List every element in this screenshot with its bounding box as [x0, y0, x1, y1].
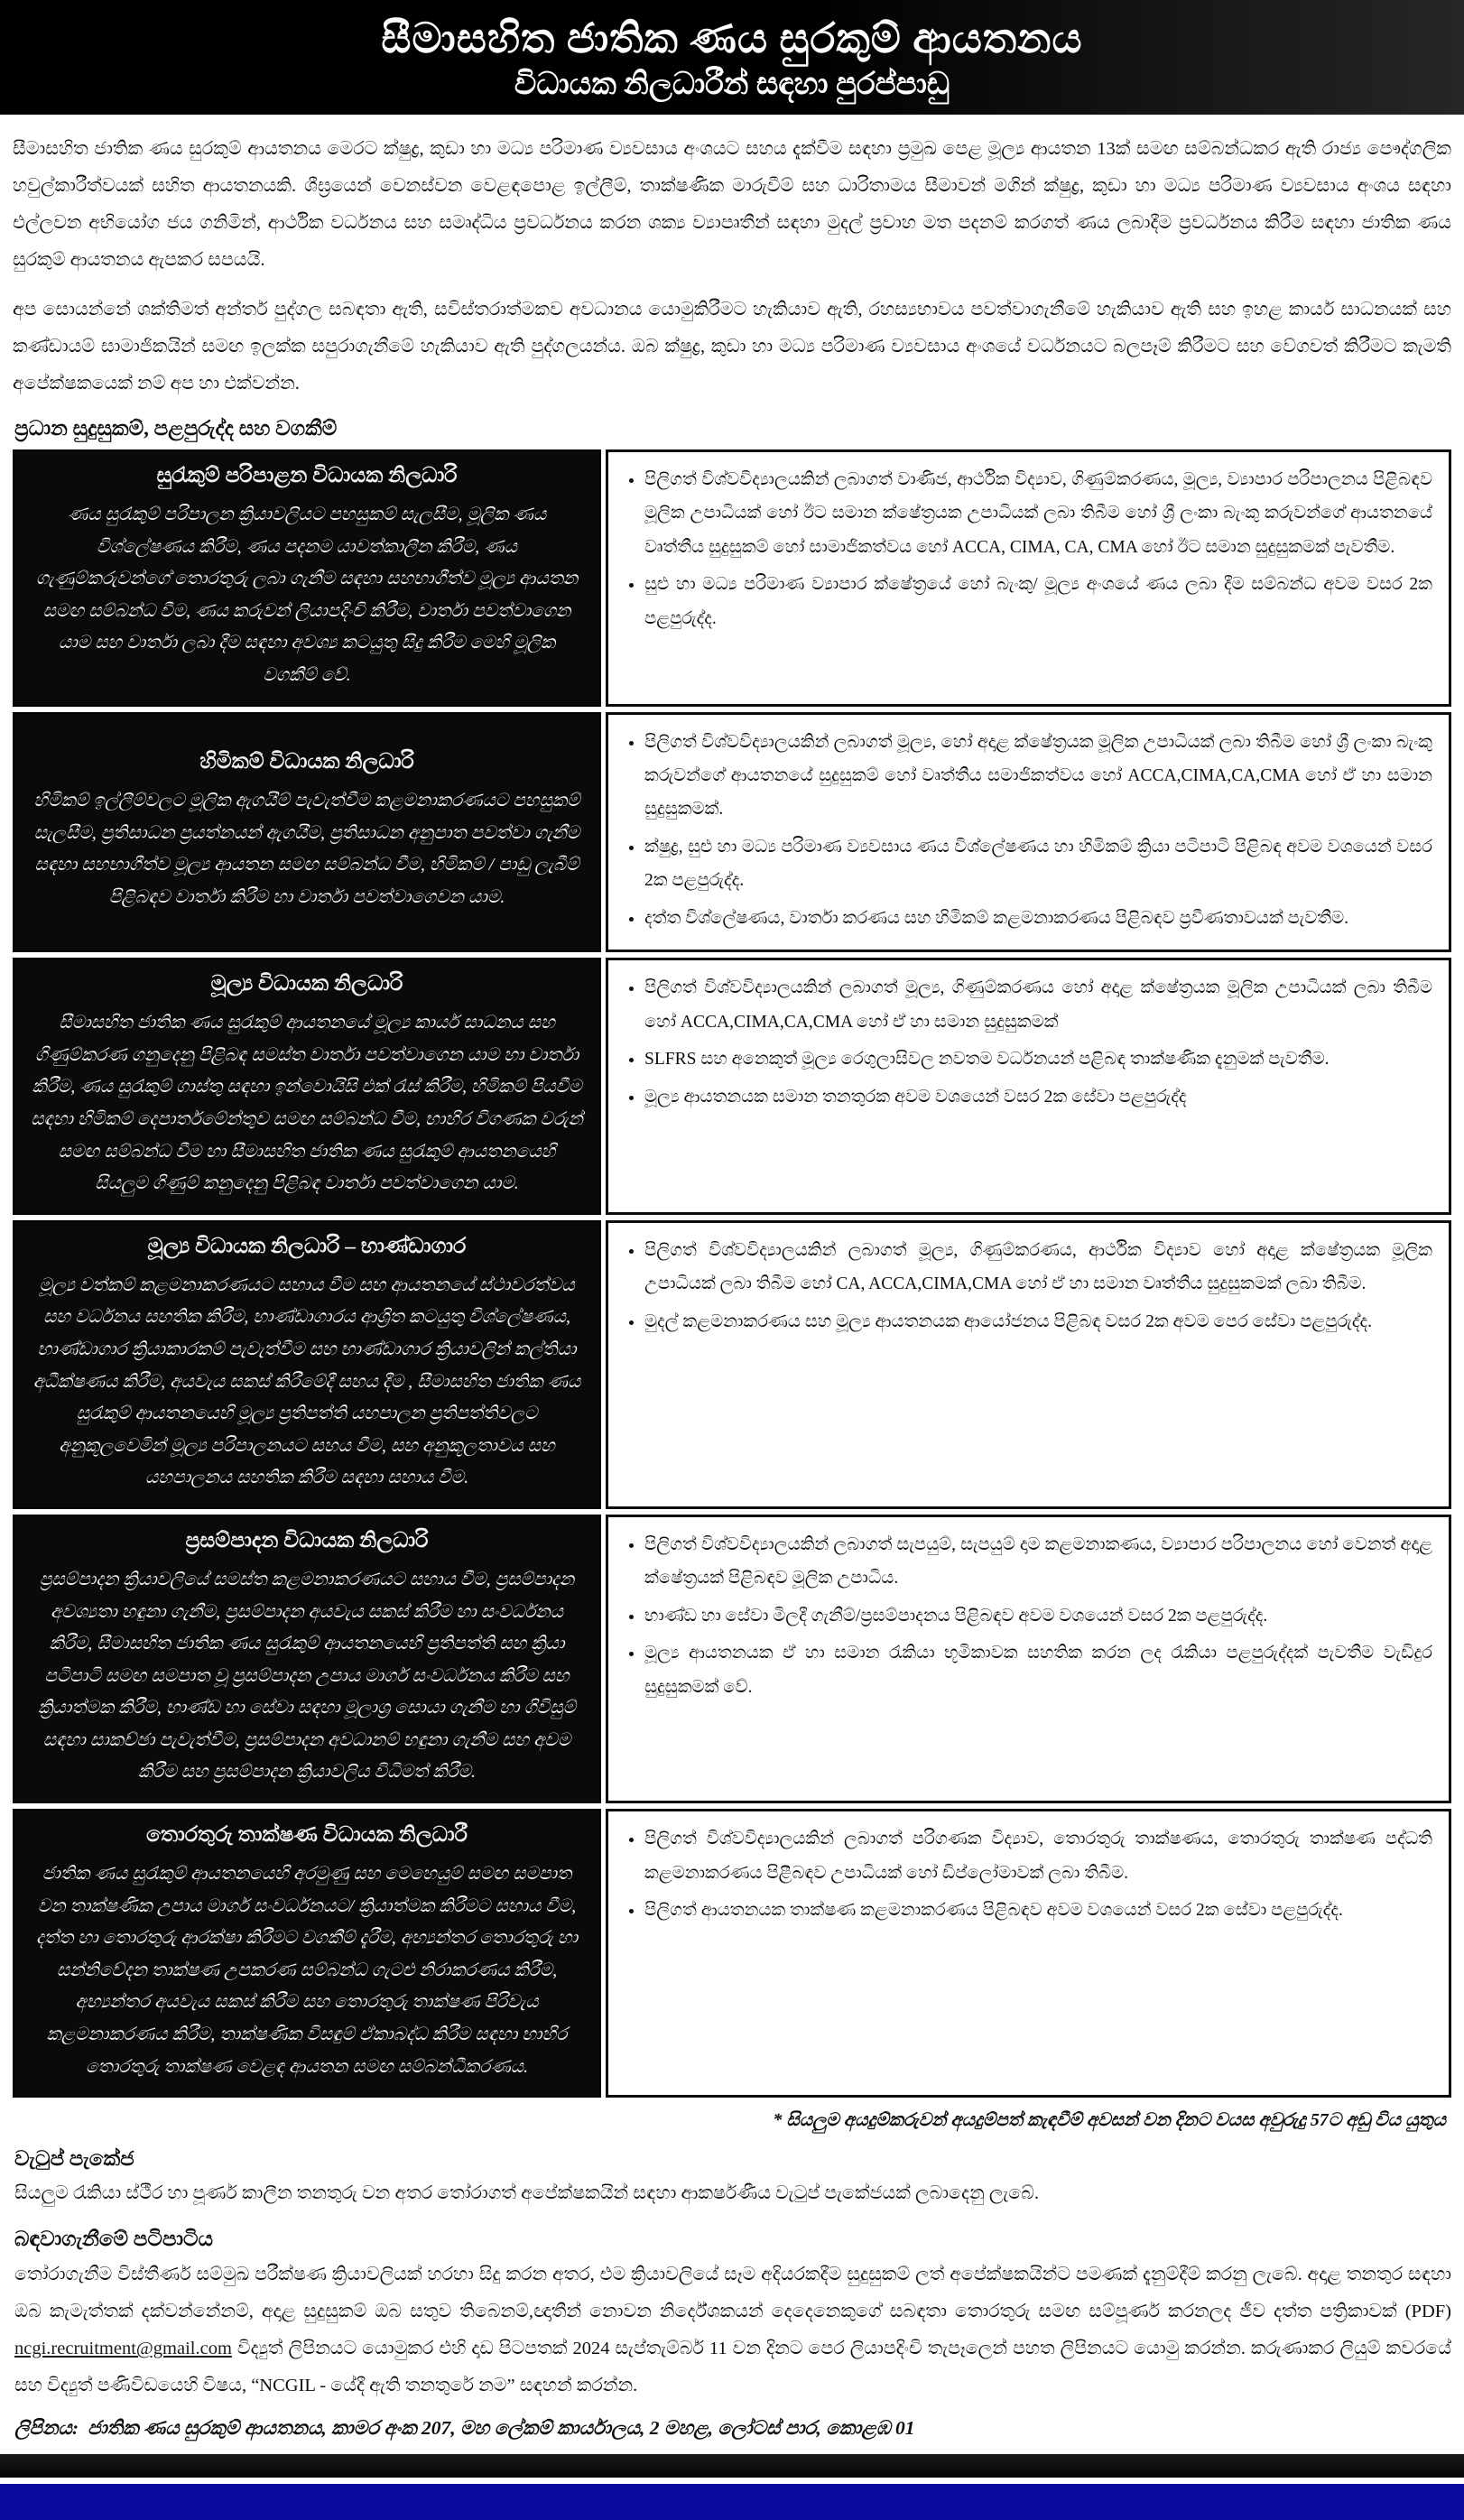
age-limit-note: * සියලුම අයදුම්කරුවන් අයදුම්පත් කැඳවීම් අවසන් වන දිනට වයස අවුරුදු 57ට අඩු විය යුතුය: [773, 2110, 1446, 2131]
table-row: [13, 1515, 1451, 1803]
qualifications-section-heading: ප්‍රධාන සුදුසුකම්, පළපුරුද්ද සහ වගකීම්: [14, 417, 338, 440]
position-title: මූල්‍ය විධායක නිලධාරි: [210, 972, 403, 996]
requirement-item: • පිලිගත් ආයතනයක තාක්ෂණ කළමනාකරණය පිළිබඳව අවම වශයෙන් වසර 2ක සේවා පළපුරුද්ද.: [644, 1894, 1432, 1927]
position-cell-finance: [13, 958, 601, 1215]
intro-section: [13, 131, 1451, 403]
requirement-item: • මූල්‍ය ආයතනයක ඒ හා සමාන රැකියා භූමිකාවක සහතික කරන ලද රැකියා පළපුරුද්දක් පැවතීම වැඩිදුර සුදුසුකමක් වේ.: [644, 1636, 1432, 1704]
position-description: සීමාසහිත ජාතික ණය සුරැකුම් ආයතනයේ මූල්‍ය කාර්ය සාධනය සහ ගිණුම්කරණ ගනුදෙනු පිළිබඳ සමස්ත වාර්තා පවත්වාගෙන යාම හා වාර්තා කිරීම, ණය සුරැකුම් ගාස්තු සඳහා ඉන්වොයිසි එක් රැස් කිරීම, හිමිකම් පියවීම සඳහා හිමිකම් දෙපාර්තමේන්තුව සමඟ සම්බන්ධ වීම, භාහිර විගණක වරුන් සමඟ සම්බන්ධ වීම හා සීමාසහිත ජාතික ණය සුරැකුම් ආයතනයෙහි සියලුම ගිණුම් කනුදෙනු පිළිබඳ වාර්තා පවත්වාගෙන යාම.: [31, 1013, 583, 1194]
requirements-cell: [606, 1809, 1451, 2098]
position-description: මූල්‍ය වත්කම් කළමනාකරණයට සහාය වීම සහ ආයතනයේ ස්ථාවරත්වය සහ වර්ධනය සහතික කිරීම, භාණ්ඩාගාරය ආශ්‍රිත කටයුතු විශ්ලේෂණය, භාණ්ඩාගාර ක්‍රියාකාරකම් පැවැත්වීම සහ භාණ්ඩාගාර ක්‍රියාවලින් කල්තියා අධීක්ෂණය කිරීම, අයවැය සකස් කිරීමේදී සහය දීම , සීමාසහිත ජාතික ණය සුරැකුම් ආයතනයෙහි මූල්‍ය ප්‍රතිපත්ති යහපාලන ප්‍රතිපත්තිවලට අනුකූලවෙමින් මූල්‍ය පරිපාලනයට සහය වීම, සහ අනුකූලතාවය සහ යහපාලනය සහතික කිරීම සඳහා සහාය වීම.: [32, 1274, 581, 1488]
requirements-list: [617, 971, 1432, 1114]
position-cell-finance-treasury: [13, 1220, 601, 1509]
requirement-item: • පිලිගත් විශ්වවිද්‍යාලයකින් ලබාගත් මූල්‍ය, හෝ අදාළ ක්ෂේත්‍රයක මූලික උපාධියක් ලබා තිබීම හෝ ශ්‍රී ලංකා බැංකු කරුවන්ගේ ආයතනයේ සුදුසුකම් හෝ වෘත්තීය සමාජිකත්වය හෝ ACCA,CIMA,CA,CMA හෝ ඒ හා සමාන සුදුසුකමක්.: [644, 726, 1432, 827]
requirement-item: • සුළු හා මධ්‍ය පරිමාණ ව්‍යාපාර ක්ෂේත්‍රයේ හෝ බැංකු/ මූල්‍ය අංශයේ ණය ලබා දීම සම්බන්ධ අවම වසර 2ක පළපුරුද්ද.: [644, 568, 1432, 635]
page-subtitle: විධායක නිලධාරීන් සඳහා පුරප්පාඩු: [514, 68, 950, 101]
postal-address: [14, 2417, 1451, 2440]
requirement-item: • පිලිගත් විශ්වවිද්‍යාලයකින් ලබාගත් සැපයුම්, සැපයුම් දාම කළමනාකණය, ව්‍යාපාර පරිපාලනය හෝ වෙනත් අදාළ ක්ෂේත්‍රයක් පිළිබඳව මූලික උපාධිය.: [644, 1528, 1432, 1596]
requirements-cell: [606, 1515, 1451, 1803]
requirement-item: • මුදල් කළමනාකරණය සහ මූල්‍ය ආයතනයක ආයෝජනය පිළිබඳ වසර 2ක අවම පෙර සේවා පළපුරුද්ද.: [644, 1305, 1432, 1339]
table-row: [13, 1220, 1451, 1509]
salary-section: [13, 2147, 1451, 2211]
requirements-cell: [606, 449, 1451, 707]
position-description: ණය සුරැකුම් පරිපාලන ක්‍රියාවලියට පහසුකම් සැලසීම, මූලික ණය විශ්ලේෂණය කිරීම, ණය පදනම යාවත්කාලීන කිරීම, ණය ගැණුම්කරුවන්ගේ තොරතුරු ලබා ගැනීම සඳහා සහභාගීත්ව මූල්‍ය ආයතන සමඟ සම්බන්ධ වීම, ණය කරුවන් ලියාපදිංචි කිරීම, වාර්තා පවත්වාගෙන යාම සහ වාර්තා ලබා දීම සඳහා අවශ්‍ය කටයුතු සිදු කිරීම මෙහි මූලික වගකීම් වේ.: [35, 505, 579, 685]
requirement-item: • භාණ්ඩ හා සේවා මිලදී ගැනීම්/ප්‍රසම්පාදනය පිළිබඳව අවම වශයෙන් වසර 2ක පළපුරුද්ද.: [644, 1599, 1432, 1633]
footer-black-bar: [0, 2454, 1464, 2478]
position-cell-it: [13, 1809, 601, 2098]
requirement-item: • පිලිගත් විශ්වවිද්‍යාලයකින් ලබාගත් මූල්‍ය, ගිණුම්කරණය හෝ අදාළ ක්ෂේත්‍රයක මූලික උපාධියක් ලබා තිබීම හෝ ACCA,CIMA,CA,CMA හෝ ඒ හා සමාන සුදුසුකමක්: [644, 971, 1432, 1039]
position-title: තොරතුරු තාක්ෂණ විධායක නිලධාරී: [146, 1823, 468, 1848]
requirement-item: • පිලිගත් විශ්වවිද්‍යාලයකින් ලබාගත් පරිගණක විද්‍යාව, තොරතුරු තාක්ෂණය, තොරතුරු තාක්ෂණ පද්ධති කළමනාකරණය පිළීබඳව උපාධියක් හෝ ඩිප්ලෝමාවක් ලබා තිබීම.: [644, 1822, 1432, 1890]
position-title: සුරැකුම් පරිපාළන විධායක නිලධාරි: [156, 464, 458, 487]
requirements-cell: [606, 712, 1451, 953]
requirement-item: • පිලිගත් විශ්වවිද්‍යාලයකින් ලබාගත් වාණිජ, ආර්ථික විද්‍යාව, ගිණුම්කරණය, මූල්‍ය, ව්‍යාපාර පරිපාලනය පිළිබඳව මූලික උපාධියක් හෝ ඊට සමාන ක්ෂේත්‍රයක උපාධියක් ලබා තිබීම හෝ ශ්‍රී ලංකා බැංකු කරුවන්ගේ ආයතනයේ වෘත්තීය සුදුසුකම් හෝ සාමාජිකත්වය හෝ ACCA, CIMA, CA, CMA හෝ ඊට සමාන සුදුසුකමක් පැවතීම.: [644, 463, 1432, 564]
position-cell-guarantee-admin: [13, 449, 601, 707]
position-title: හිමිකම් විධායක නිලධාරි: [199, 750, 414, 774]
requirements-cell: [606, 1220, 1451, 1509]
recruitment-paragraph: [14, 2256, 1451, 2404]
position-cell-procurement: [13, 1515, 601, 1803]
table-row: [13, 712, 1451, 953]
requirement-item: • ක්ෂුද්‍ර, සුළු හා මධ්‍ය පරිමාණ ව්‍යවසාය ණය විශ්ලේෂණය හා හිමිකම් ක්‍රියා පටිපාටි පිළිබඳ අවම වශයෙන් වසර 2ක පළපුරුද්ද.: [644, 830, 1432, 898]
requirement-item: • මූල්‍ය ආයතනයක සමාන තනතුරක අවම වශයෙන් වසර 2ක සේවා පළපුරුද්ද: [644, 1080, 1432, 1114]
document-header: [0, 0, 1464, 115]
page-title: සීමාසහිත ජාතික ණය සුරකුම් ආයතනය: [381, 15, 1083, 61]
salary-heading: වැටුප් පැකේජ: [14, 2147, 134, 2171]
footer-blue-bar: [0, 2484, 1464, 2520]
requirements-list: [617, 726, 1432, 936]
salary-text: සියලුම රැකියා ස්ථීර හා පූර්ණ කාලීන තනතුරු වන අතර තෝරාගත් අපේක්ෂකයින් සඳහා ආකර්ෂණීය වැටුප් පැකේජයක් ලබාදෙනු ලැබේ.: [14, 2183, 1039, 2204]
position-description: ජාතික ණය සුරැකුම් ආයතනයෙහි අරමුණු සහ මෙහෙයුම් සමඟ සමපාත වන තාක්ෂණික උපාය මාර්ග සංවර්ධනයට/ ක්‍රියාත්මක කිරීමට සහාය වීම, දත්ත හා තොරතුරු ආරක්ෂා කිරීමට වගකීම් දැරීම, අභ්‍යන්තර තොරතුරු හා සන්නිවේදන තාක්ෂණ උපකරණ සම්බන්ධ ගැටළු නිරාකරණය කිරීම, අභ්‍යන්තර අයවැය සකස් කිරීම සහ තොරතුරු තාක්ෂණ පිරිවැය කළමනාකරණය කිරීම, තාක්ෂණික විසඳුම් ඒකාබද්ධ කිරීම සඳහා භාහිර තොරතුරු තාක්ෂණ වෙළඳ ආයතන සමඟ සම්බන්ධීකරණය.: [35, 1864, 579, 2077]
table-row: [13, 958, 1451, 1215]
requirements-list: [617, 1822, 1432, 1927]
recruitment-text-after-email: විද්‍යුත් ලිපිනයට යොමුකර එහි දෘඩ පිටපතක් 2024 සැප්තැම්බර් 11 වන දිනට පෙර ලියාපදිංචි තැපෑලෙන් පහත ලිපිනයට යොමු කරන්න. කරුණාකර ලියුම් කවරයේ සහ විද්‍යුත් පණිවිඩයෙහි විෂය, “NCGIL - යේදී ඇති තනතුරේ නම” සඳහන් කරන්න.: [14, 2339, 1451, 2396]
footer-divider: [0, 2478, 1464, 2484]
document-body: [0, 115, 1464, 2454]
positions-table: [13, 449, 1451, 2098]
recruitment-heading: බඳවාගැනීමේ පටිපාටිය: [14, 2228, 214, 2251]
requirement-item: • දත්ත විශ්ලේෂණය, වාර්තා කරණය සහ හිමිකම් කළමනාකරණය පිළිබඳව ප්‍රවීණතාවයක් පැවතීම.: [644, 902, 1432, 935]
address-label: ලිපිනය:: [14, 2417, 79, 2440]
requirement-item: • පිලිගත් විශ්වවිද්‍යාලයකින් ලබාගත් මූල්‍ය, ගිණුම්කරණය, ආර්ථික විද්‍යාව හෝ අදාළ ක්ෂේත්‍රයක මූලික උපාධියක් ලබා තිබීම හෝ CA, ACCA,CIMA,CMA හෝ ඒ හා සමාන වෘත්තීය සුදුසුකමක් ලබා තිබීම.: [644, 1234, 1432, 1302]
intro-paragraph-1: සීමාසහිත ජාතික ණය සුරකුම් ආයතනය මෙරට ක්ෂුද්‍ර, කුඩා හා මධ්‍ය පරිමාණ ව්‍යවසාය අංශයට සහය දැක්වීම සඳහා ප්‍රමුඛ පෙළ මූල්‍ය ආයතන 13ක් සමඟ සම්බන්ධකර ඇති රාජ්‍ය පෞද්ගලික හවුල්කාරීත්වයක් සහිත ආයතනයකි. ශීඝ්‍රයෙන් වෙනස්වන වෙළඳපොළ ඉල්ලීම්, තාක්ෂණික මාරුවීම් සහ ධාරිතාමය සීමාවන් මගින් ක්ෂුද්‍ර, කුඩා හා මධ්‍ය පරිමාණ ව්‍යවසාය අංශය සඳහා එල්ලවන අභියෝග ජය ගනිමින්, ආර්ථික වර්ධනය සහ සමෘද්ධිය ප්‍රවර්ධනය කරන ශක්‍ය ව්‍යාපෘතීන් සඳහා මුදල් ප්‍රවාහ මත පදනම් කරගත් ණය ලබාදීම ප්‍රවර්ධනය කිරීම සඳහා ජාතික ණය සුරකුම් ආයතනය ඇපකර සපයයි.: [13, 139, 1451, 270]
position-description: හිමිකම් ඉල්ලීම්වලට මූලික ඇගයීම් පැවැත්වීම කළමනාකරණයට පහසුකම් සැලසීම, ප්‍රතිසාධන ප්‍රයත්නයන් ඇගයීම, ප්‍රතිසාධන අනුපාත පවත්වා ගැනීම සඳහා සහභාගීත්ව මූල්‍ය ආයතන සමඟ සම්බන්ධ වීම, හිමිකම් / පාඩු ලැබීම් පිළිබඳව වාර්තා කිරීම හා වාර්තා පවත්වාගෙවන යාම.: [33, 791, 580, 907]
table-row: [13, 449, 1451, 707]
table-row: [13, 1809, 1451, 2098]
address-text: ජාතික ණය සුරකුම් ආයතනය, කාමර අංක 207, මහ ලේකම් කාර්යාලය, 2 මහළ, ලෝටස් පාර, කොළඹ 01: [88, 2417, 915, 2440]
position-cell-claims: [13, 712, 601, 953]
recruitment-text-before-email: තෝරාගැනීම විස්තීර්ණ සම්මුඛ පරීක්ෂණ ක්‍රියාවලියක් හරහා සිදු කරන අතර, එම ක්‍රියාවලියේ සෑම අදියරකදීම සුදුසුකම් ලත් අපේක්ෂකයින්ට පමණක් දැනුම්දීම් කරනු ලැබේ. අදාළ තනතුර සඳහා ඔබ කැමැත්තක් දක්වන්නේනම්, අදාළ සුදුසුකම් ඔබ සතුව තිබෙනම්,ඥාතීන් නොවන නිර්දේශකයන් දෙදෙනෙකුගේ සබඳතා තොරතුරු සමඟ සම්පූර්ණ කරනලද ජීව දත්ත පත්‍රිකාවක් (PDF): [14, 2265, 1451, 2322]
requirements-list: [617, 463, 1432, 635]
requirement-item: • SLFRS සහ අනෙකුත් මූල්‍ය රෙගුලාසිවල නවතම වර්ධනයන් පළිබඳ තාක්ෂණික දැනුමක් පැවතීම.: [644, 1042, 1432, 1076]
intro-paragraph-2: අප සොයන්නේ ශක්තිමත් අන්තර් පුද්ගල සබඳතා ඇති, සවිස්තරාත්මකව අවධානය යොමුකිරීමට හැකියාව ඇති, රහස්‍යභාවය පවත්වාගැනීමේ හැකියාව ඇති සහ ඉහළ කාර්ය සාධනයක් සහ කණ්ඩායම් සාමාජිකයින් සමඟ ඉලක්ක සපුරාගැනීමේ හැකියාව ඇති පුද්ගලයන්ය. ඔබ ක්ෂුද්‍ර, කුඩා හා මධ්‍ය පරිමාණ ව්‍යවසාය අංශයේ වර්ධනයට බලපෑම් කිරීමට සහ වේගවත් කිරීමට කැමති අපේක්ෂකයෙක් නම් අප හා එක්වන්න.: [13, 300, 1451, 394]
position-title: මූල්‍ය විධායක නිලධාරි – භාණ්ඩාගාර: [147, 1234, 467, 1258]
position-title: ප්‍රසම්පාදන විධායක නිලධාරි: [185, 1528, 429, 1552]
recruitment-section: [13, 2228, 1451, 2404]
requirements-list: [617, 1234, 1432, 1339]
requirements-cell: [606, 958, 1451, 1215]
recruitment-email-link[interactable]: ncgi.recruitment@gmail.com: [14, 2339, 232, 2359]
position-description: ප්‍රසම්පාදන ක්‍රියාවලියේ සමස්ත කළමනාකරණයට සහාය වීම, ප්‍රසම්පාදන අවශ්‍යතා හඳුනා ගැනීම, ප්‍රසම්පාදන අයවැය සකස් කිරීම හා සංවර්ධනය කිරීම, සීමාසහිත ජාතික ණය සුරැකුම් ආයතනයෙහි ප්‍රතිපත්ති සහ ක්‍රියා පටිපාටි සමඟ සමපාත වූ ප්‍රසම්පාදන උපාය මාර්ග සංවර්ධනය කිරීම සහ ක්‍රියාත්මක කිරීම, භාණ්ඩ හා සේවා සඳහා මූලාශ්‍ර සොයා ගැනීම හා ගිවිසුම් සඳහා සාකච්ඡා පැවැත්වීම, ප්‍රසම්පාදන අවධානම් හඳුනා ගැනීම සහ අවම කිරීම සහ ප්‍රසම්පාදන ක්‍රියාවලිය විධිමත් කිරීම.: [38, 1569, 576, 1783]
requirements-list: [617, 1528, 1432, 1704]
